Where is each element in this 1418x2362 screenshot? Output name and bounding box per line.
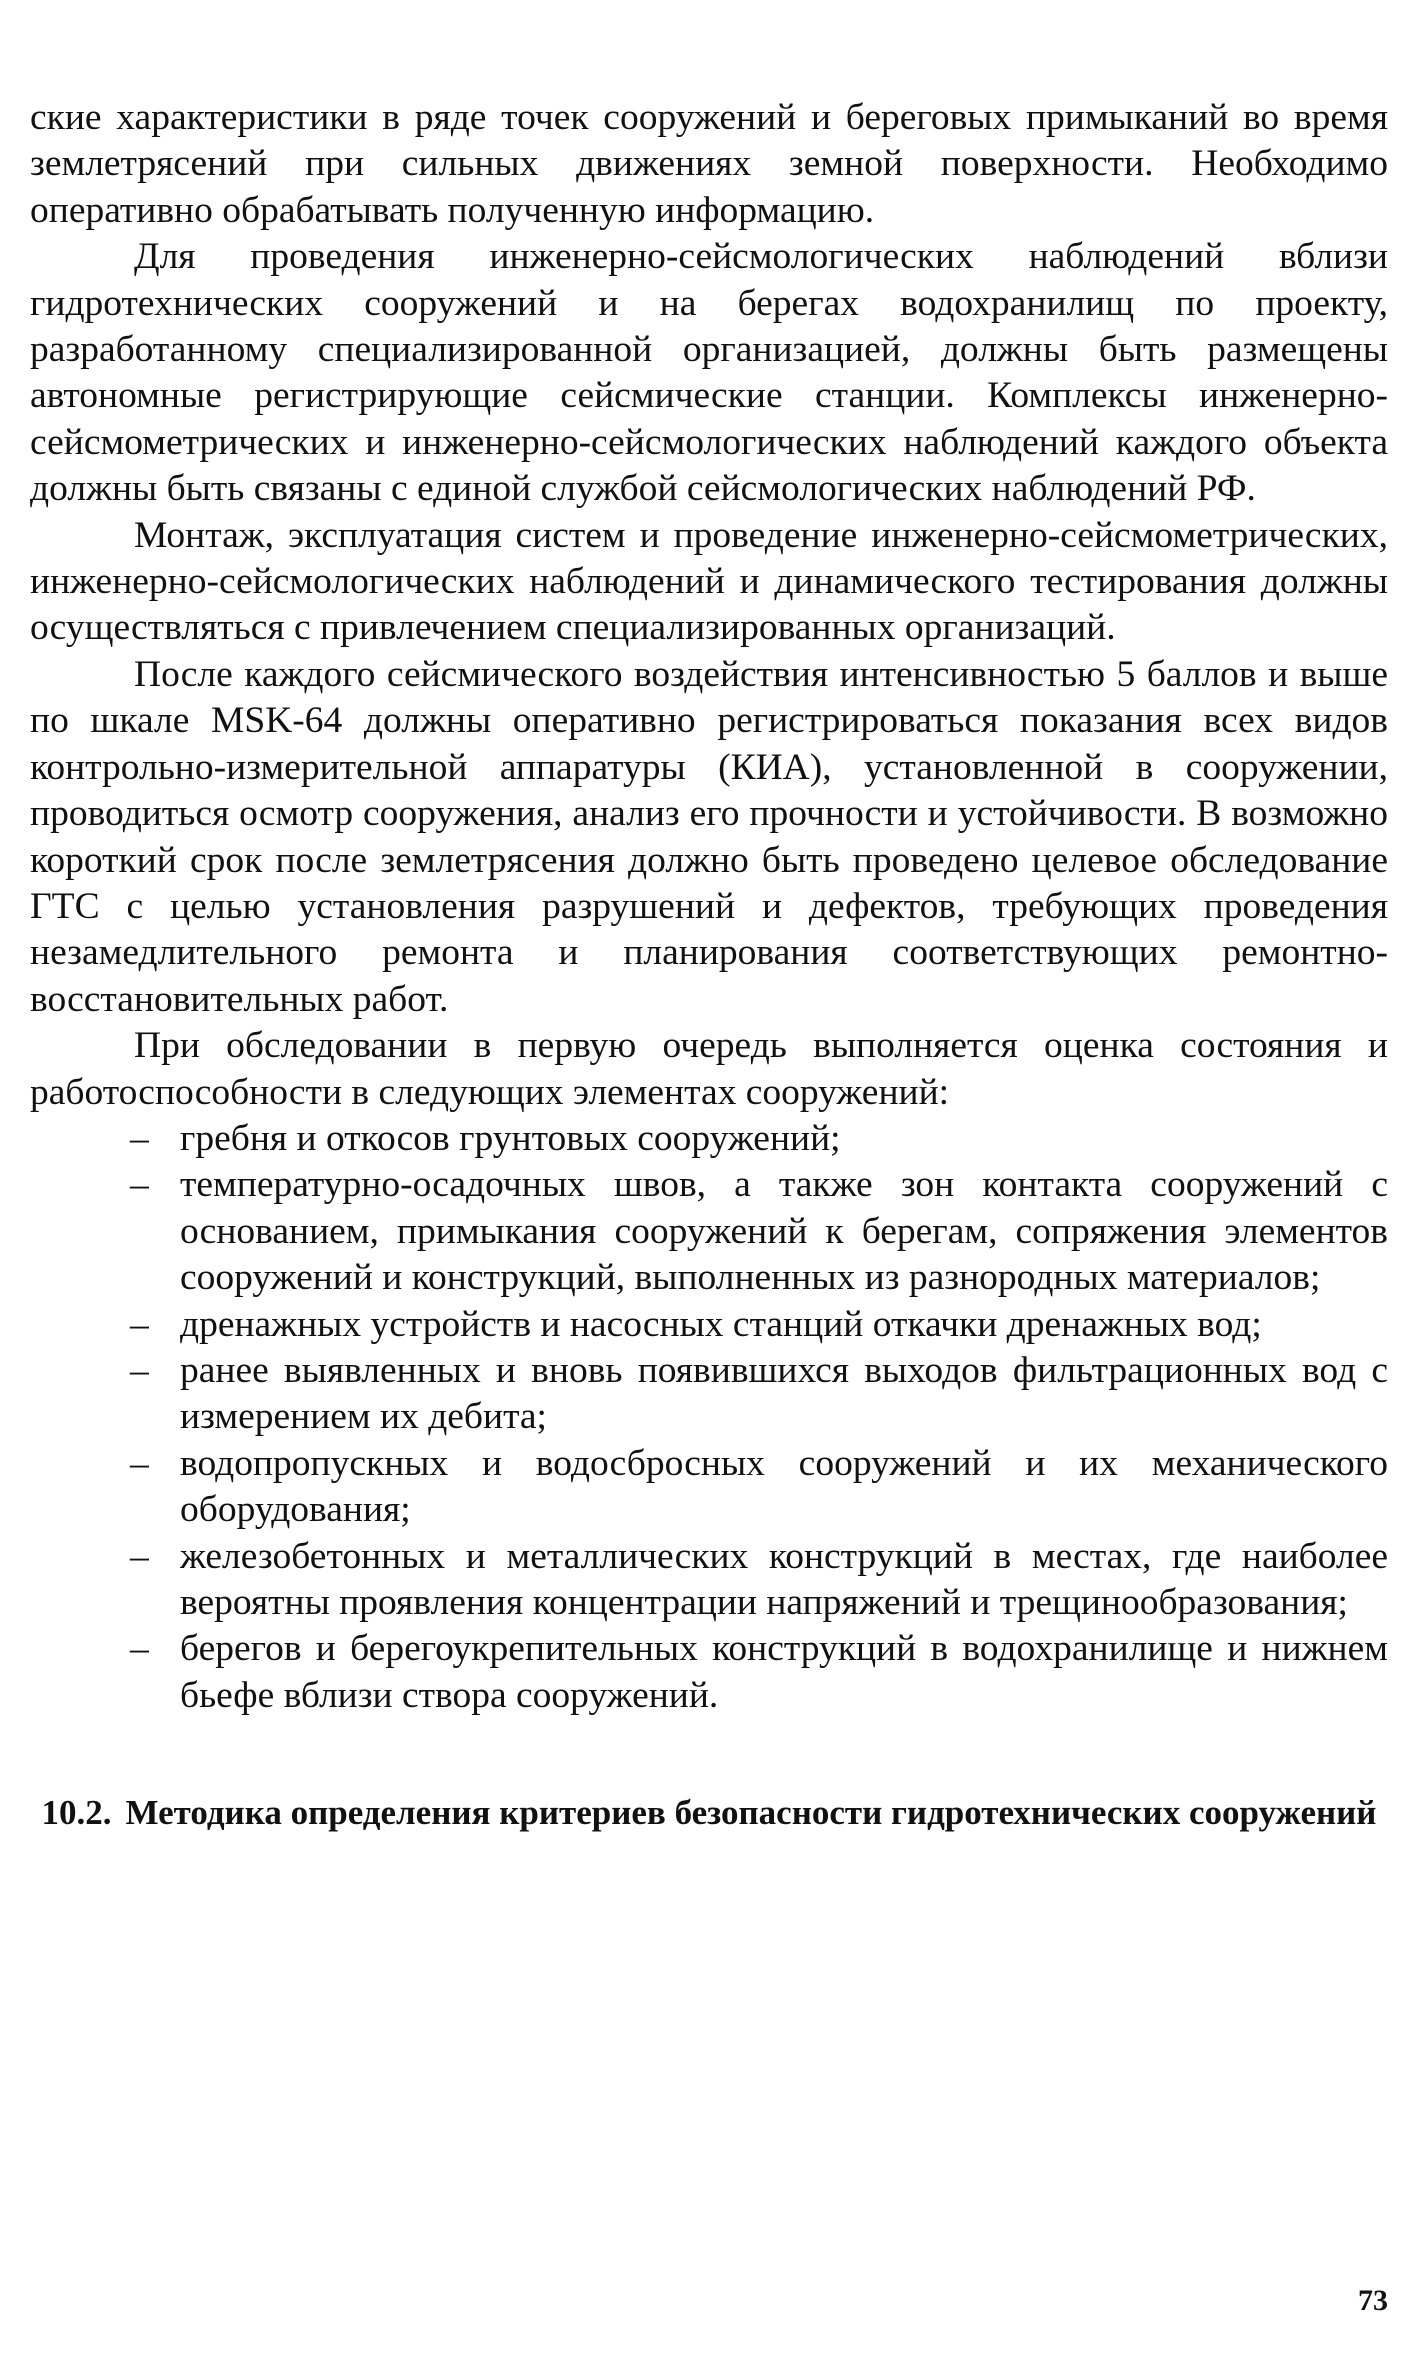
list-item — [30, 1441, 1388, 1534]
list-dash: – — [130, 1349, 149, 1391]
inspection-elements-list — [30, 1116, 1388, 1719]
paragraph-seismological-observations: Для проведения инженерно-сейсмологических наблюдений вблизи гидротехнических сооружений и на берегах водохранилищ по проекту, разработанному специализированной организацией, должны быть размещены автономные регистрирующие сейсмические станции. Комплексы инженерно-сейсмометрических и инженерно-сейсмологических наблюдений каждого объекта должны быть связаны с единой службой сейсмологических наблюдений РФ. — [30, 236, 1388, 510]
list-item — [30, 1626, 1388, 1719]
list-dash: – — [130, 1303, 149, 1345]
list-item-text: дренажных устройств и насосных станций откачки дренажных вод; — [180, 1303, 1262, 1345]
list-item-text: железобетонных и металлических конструкций в местах, где наиболее вероятны проявления концентрации напряжений и трещинообразования; — [180, 1535, 1388, 1623]
list-item-text: берегов и берегоукрепительных конструкций в водохранилище и нижнем бьефе вблизи створа сооружений. — [180, 1628, 1388, 1716]
list-item — [30, 1116, 1388, 1162]
list-item-text: водопропускных и водосбросных сооружений и их механического оборудования; — [180, 1442, 1388, 1531]
list-item — [30, 1348, 1388, 1441]
section-title: Методика определения критериев безопасности гидротехнических сооружений — [125, 1793, 1377, 1833]
list-item-text: ранее выявленных и вновь появившихся выходов фильтрационных вод с измерением их дебита; — [180, 1349, 1388, 1438]
list-dash: – — [130, 1442, 149, 1484]
list-item — [30, 1534, 1388, 1627]
list-dash: – — [130, 1164, 149, 1206]
section-heading — [30, 1791, 1388, 1835]
paragraph-after-seismic-impact: После каждого сейсмического воздействия интенсивностью 5 баллов и выше по шкале MSK-64 должны оперативно регистрироваться показания всех видов контрольно-измерительной аппаратуры (КИА), установленной в сооружении, проводиться осмотр сооружения, анализ его прочности и устойчивости. В возможно короткий срок после землетрясения должно быть проведено целевое обследование ГТС с целью установления разрушений и дефектов, требующих проведения незамедлительного ремонта и планирования соответствующих ремонтно-восстановительных работ. — [30, 653, 1388, 1020]
paragraph-continuation: ские характеристики в ряде точек сооружений и береговых примыканий во время землетрясений при сильных движениях земной поверхности. Необходимо оперативно обрабатывать полученную информацию. — [30, 97, 1388, 231]
section-number: 10.2. — [41, 1793, 112, 1833]
list-item — [30, 1162, 1388, 1301]
page-body — [30, 95, 1388, 1835]
list-item-text: температурно-осадочных швов, а также зон контакта сооружений с основанием, примыкания сооружений к берегам, сопряжения элементов сооружений и конструкций, выполненных из разнородных материалов; — [180, 1164, 1388, 1299]
list-dash: – — [130, 1535, 149, 1577]
paragraph-inspection-intro: При обследовании в первую очередь выполняется оценка состояния и работоспособности в следующих элементах сооружений: — [30, 1025, 1388, 1113]
list-item-text: гребня и откосов грунтовых сооружений; — [180, 1117, 841, 1159]
list-dash: – — [130, 1628, 149, 1670]
paragraph-installation-operation: Монтаж, эксплуатация систем и проведение инженерно-сейсмометрических, инженерно-сейсмологических наблюдений и динамического тестирования должны осуществляться с привлечением специализированных организаций. — [30, 514, 1388, 649]
page-number: 73 — [1358, 2284, 1388, 2317]
list-item — [30, 1302, 1388, 1348]
list-dash: – — [130, 1117, 149, 1159]
